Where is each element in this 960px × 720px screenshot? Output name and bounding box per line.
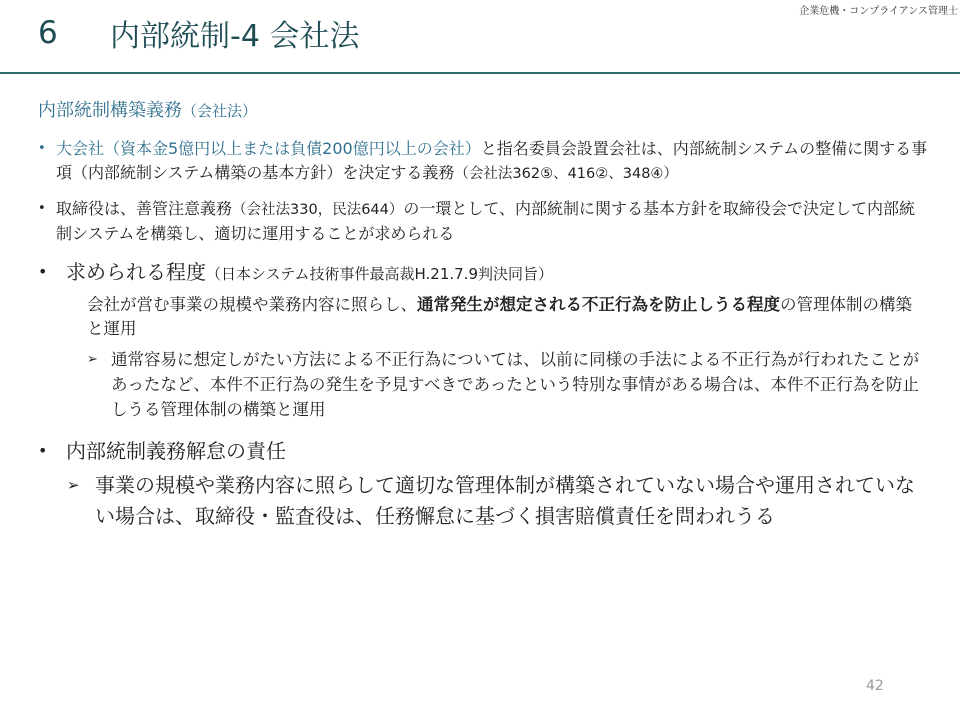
required-level-paragraph: 会社が営む事業の規模や業務内容に照らし、通常発生が想定される不正行為を防止しうる程度の管理体制の構築と運用 bbox=[87, 295, 912, 338]
slide-content bbox=[38, 96, 928, 532]
bullet-large-company bbox=[38, 137, 928, 186]
slide-title bbox=[38, 8, 359, 58]
title-divider bbox=[0, 72, 960, 74]
bullet-law-note: （会社法362⑤、416②、348④） bbox=[454, 166, 678, 182]
bullet-dot: • bbox=[38, 262, 48, 281]
bullet-highlight: 大会社（資本金5億円以上または負債200億円以上の会社） bbox=[56, 139, 481, 158]
organization-label: 企業危機・コンプライアンス管理士 bbox=[799, 6, 958, 17]
emphasis-text: 通常発生が想定される不正行為を防止しうる程度 bbox=[417, 295, 780, 314]
section-title-note: （会社法） bbox=[182, 102, 258, 120]
page-number: 42 bbox=[866, 678, 884, 694]
bullet-text-pre: 取締役は、善管注意義務 bbox=[56, 199, 233, 218]
bullet-text-post: の一環として、内部統制に関する基本方針を取締役会で決定して内部統制システムを構築し、適切に運用することが求められる bbox=[56, 199, 916, 243]
required-level-heading: 求められる程度 bbox=[66, 260, 206, 284]
bullet-dot: • bbox=[38, 201, 46, 216]
bullet-law-note: （会社法330，民法644） bbox=[232, 202, 404, 218]
slide-number: 6 bbox=[38, 15, 58, 51]
required-level-note: （日本システム技術事件最高裁H.21.7.9判決同旨） bbox=[206, 265, 553, 283]
liability-subitem: ➢ 事業の規模や業務内容に照らして適切な管理体制が構築されていない場合や運用されていない場合は、取締役・監査役は、任務懈怠に基づく損害賠償責任を問われうる bbox=[67, 470, 928, 532]
section-heading bbox=[38, 96, 928, 122]
arrow-bullet-icon: ➢ bbox=[67, 476, 80, 494]
bullet-director-duty bbox=[38, 197, 928, 246]
arrow-bullet-icon: ➢ bbox=[87, 352, 98, 367]
bullet-liability bbox=[38, 436, 928, 466]
bullet-dot: • bbox=[38, 441, 48, 460]
section-title: 内部統制構築義務 bbox=[38, 100, 182, 121]
liability-heading: 内部統制義務解怠の責任 bbox=[66, 439, 286, 463]
bullet-text: と指名委員会設置会社は、内部統制システムの整備に関する事項（内部統制システム構築の基本方針）を決定する義務 bbox=[56, 139, 928, 182]
required-level-subitem: ➢ 通常容易に想定しがたい方法による不正行為については、以前に同様の手法による不正行為が行われたことがあったなど、本件不正行為の発生を予見すべきであったという特別な事情がある場合は、本件不正行為を防止しうる管理体制の構築と運用 bbox=[87, 347, 928, 422]
bullet-required-level bbox=[38, 257, 928, 289]
slide-title-text: 内部統制-4 会社法 bbox=[110, 19, 360, 54]
bullet-dot: • bbox=[38, 141, 46, 156]
